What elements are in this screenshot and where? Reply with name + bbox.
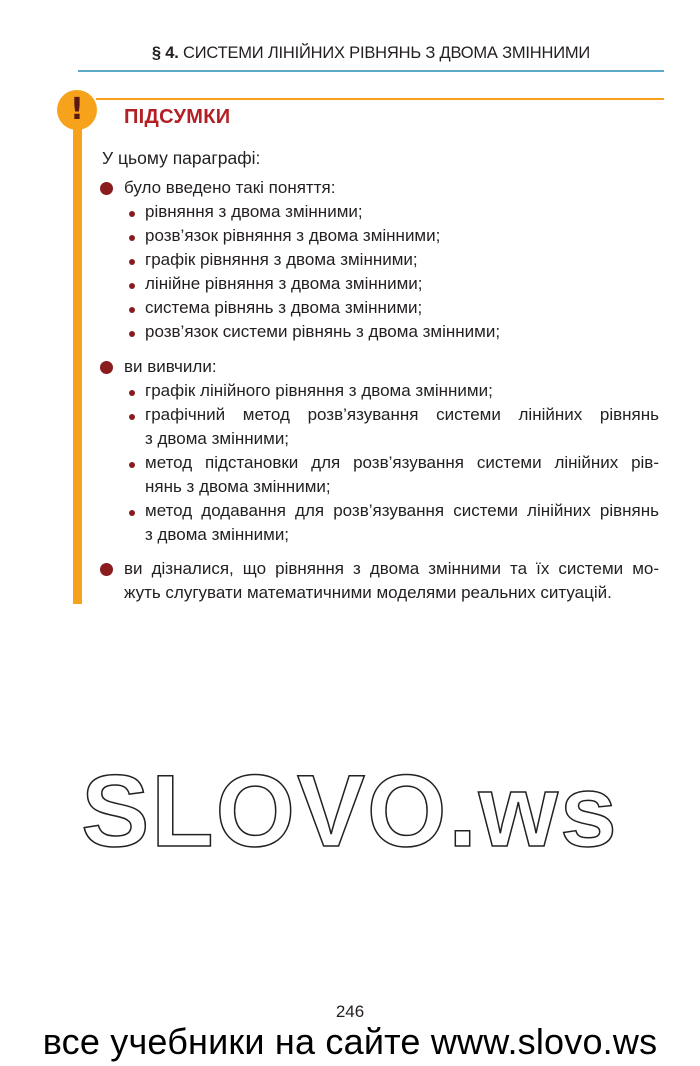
footer-banner: все учебники на сайте www.slovo.ws [42, 1021, 658, 1062]
summary-intro: У цьому параграфі: [102, 148, 261, 168]
sub-bullet-icon [129, 259, 135, 265]
group-lead-continuation: жуть слугувати математичними моделями реальних ситуацій. [124, 583, 612, 602]
group-lead: було введено такі поняття: [124, 178, 336, 197]
sub-bullet-icon [129, 235, 135, 241]
sub-bullet-icon [129, 510, 135, 516]
list-item: графічний метод розв’язування системи лінійних рівнянь [145, 405, 659, 424]
group-lead: ви дізналися, що рівняння з двома змінними та їх системи мо- [124, 559, 659, 578]
exclamation-icon: ! [57, 90, 97, 130]
list-item-continuation: з двома змінними; [145, 429, 290, 448]
list-item: система рівнянь з двома змінними; [145, 298, 423, 317]
sub-bullet-icon [129, 331, 135, 337]
list-item: розв’язок системи рівнянь з двома змінними; [145, 322, 501, 341]
list-item: розв’язок рівняння з двома змінними; [145, 226, 441, 245]
header-divider [78, 70, 664, 72]
sub-bullet-icon [129, 283, 135, 289]
list-item: метод підстановки для розв’язування системи лінійних рів- [145, 453, 659, 472]
group-lead: ви вивчили: [124, 357, 217, 376]
sub-bullet-icon [129, 390, 135, 396]
section-number: § 4. [151, 44, 179, 62]
running-header [78, 44, 664, 63]
watermark: SLOVO.ws [81, 754, 619, 868]
list-item: лінійне рівняння з двома змінними; [145, 274, 423, 293]
sub-bullet-icon [129, 414, 135, 420]
summary-side-bar [73, 118, 82, 604]
sub-bullet-icon [129, 307, 135, 313]
list-item: графік рівняння з двома змінними; [145, 250, 418, 269]
summary-title: ПІДСУМКИ [124, 106, 231, 128]
bullet-icon [100, 563, 113, 576]
list-item: метод додавання для розв’язування системи лінійних рівнянь [145, 501, 659, 520]
list-item: рівняння з двома змінними; [145, 202, 363, 221]
list-item-continuation: нянь з двома змінними; [145, 477, 331, 496]
sub-bullet-icon [129, 211, 135, 217]
bullet-icon [100, 182, 113, 195]
bullet-icon [100, 361, 113, 374]
list-item: графік лінійного рівняння з двома змінними; [145, 381, 493, 400]
page-number: 246 [335, 1002, 365, 1021]
sub-bullet-icon [129, 462, 135, 468]
list-item-continuation: з двома змінними; [145, 525, 290, 544]
section-title: СИСТЕМИ ЛІНІЙНИХ РІВНЯНЬ З ДВОМА ЗМІННИМИ [183, 44, 591, 62]
summary-top-rule [96, 98, 664, 100]
